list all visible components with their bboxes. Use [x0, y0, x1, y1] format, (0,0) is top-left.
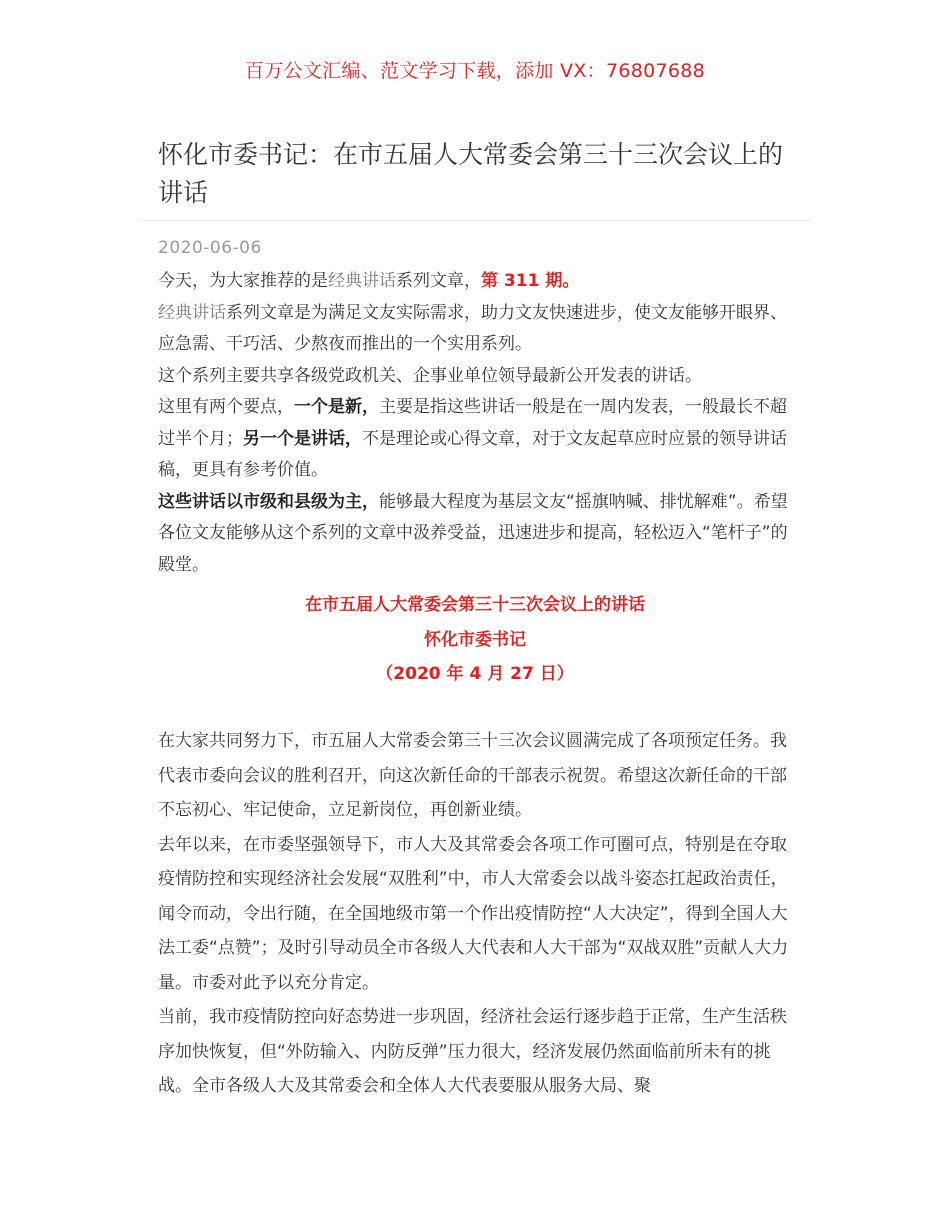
intro-text: 这里有两个要点， [158, 397, 294, 417]
series-name: 经典讲话 [158, 302, 226, 323]
speech-body [158, 724, 798, 1104]
intro-section [158, 266, 798, 581]
speech-paragraph: 在大家共同努力下，市五届人大常委会第三十三次会议圆满完成了各项预定任务。我代表市委向会议的胜利召开，向这次新任命的干部表示祝贺。希望这次新任命的干部不忘初心、牢记使命，立足新岗位，再创新业绩。 [158, 731, 787, 820]
emphasis-text: 这些讲话以市级和县级为主， [158, 491, 379, 512]
intro-paragraph [158, 487, 798, 582]
emphasis-text: 另一个是讲话， [243, 428, 362, 449]
article-title: 怀化市委书记：在市五届人大常委会第三十三次会议上的讲话 [158, 140, 784, 207]
intro-paragraph [158, 298, 798, 361]
speech-title: 在市五届人大常委会第三十三次会议上的讲话 [305, 595, 645, 615]
intro-text: 系列文章是为满足文友实际需求，助力文友快速进步，使文友能够开眼界、应急需、干巧活、少熬夜而推出的一个实用系列。 [158, 302, 787, 354]
speech-paragraph: 当前，我市疫情防控向好态势进一步巩固，经济社会运行逐步趋于正常，生产生活秩序加快恢复，但“外防输入、内防反弹”压力很大，经济发展仍然面临前所未有的挑战。全市各级人大及其常委会和全体人大代表要服从服务大局、聚 [158, 1007, 787, 1096]
emphasis-text: 一个是新， [294, 397, 379, 417]
speech-speaker: 怀化市委书记 [424, 630, 526, 650]
speech-date: （2020 年 4 月 27 日） [376, 664, 574, 684]
intro-text: 今天，为大家推荐的是 [158, 271, 328, 291]
intro-text: 系列文章， [396, 271, 481, 291]
intro-text: 不是理论或心得文章，对于文友起草应时应景的领导讲话稿，更具有参考价值。 [158, 428, 787, 480]
intro-paragraph: 这个系列主要共享各级党政机关、企事业单位领导最新公开发表的讲话。 [158, 365, 702, 386]
intro-paragraph [158, 266, 798, 298]
intro-text: 主要是指这些讲话一般是在一周内发表，一般最长不超过半个月； [158, 397, 787, 449]
title-divider [140, 220, 810, 221]
issue-number: 第 311 期。 [481, 271, 580, 291]
intro-text: 能够最大程度为基层文友“摇旗呐喊、排忧解难”。希望各位文友能够从这个系列的文章中汲养受益，迅速进步和提高，轻松迈入“笔杆子”的殿堂。 [158, 491, 788, 575]
publish-date: 2020-06-06 [158, 238, 262, 258]
intro-paragraph [158, 392, 798, 487]
speech-paragraph: 去年以来，在市委坚强领导下，市人大及其常委会各项工作可圈可点，特别是在夺取疫情防控和实现经济社会发展“双胜利”中，市人大常委会以战斗姿态扛起政治责任，闻令而动，令出行随，在全国地级市第一个作出疫情防控“人大决定”，得到全国人大法工委“点赞”；及时引导动员全市各级人大代表和人大干部为“双战双胜”贡献人大力量。市委对此予以充分肯定。 [158, 834, 789, 993]
promo-banner: 百万公文汇编、范文学习下载，添加 VX：76807688 [244, 60, 706, 82]
series-name: 经典讲话 [328, 271, 396, 291]
